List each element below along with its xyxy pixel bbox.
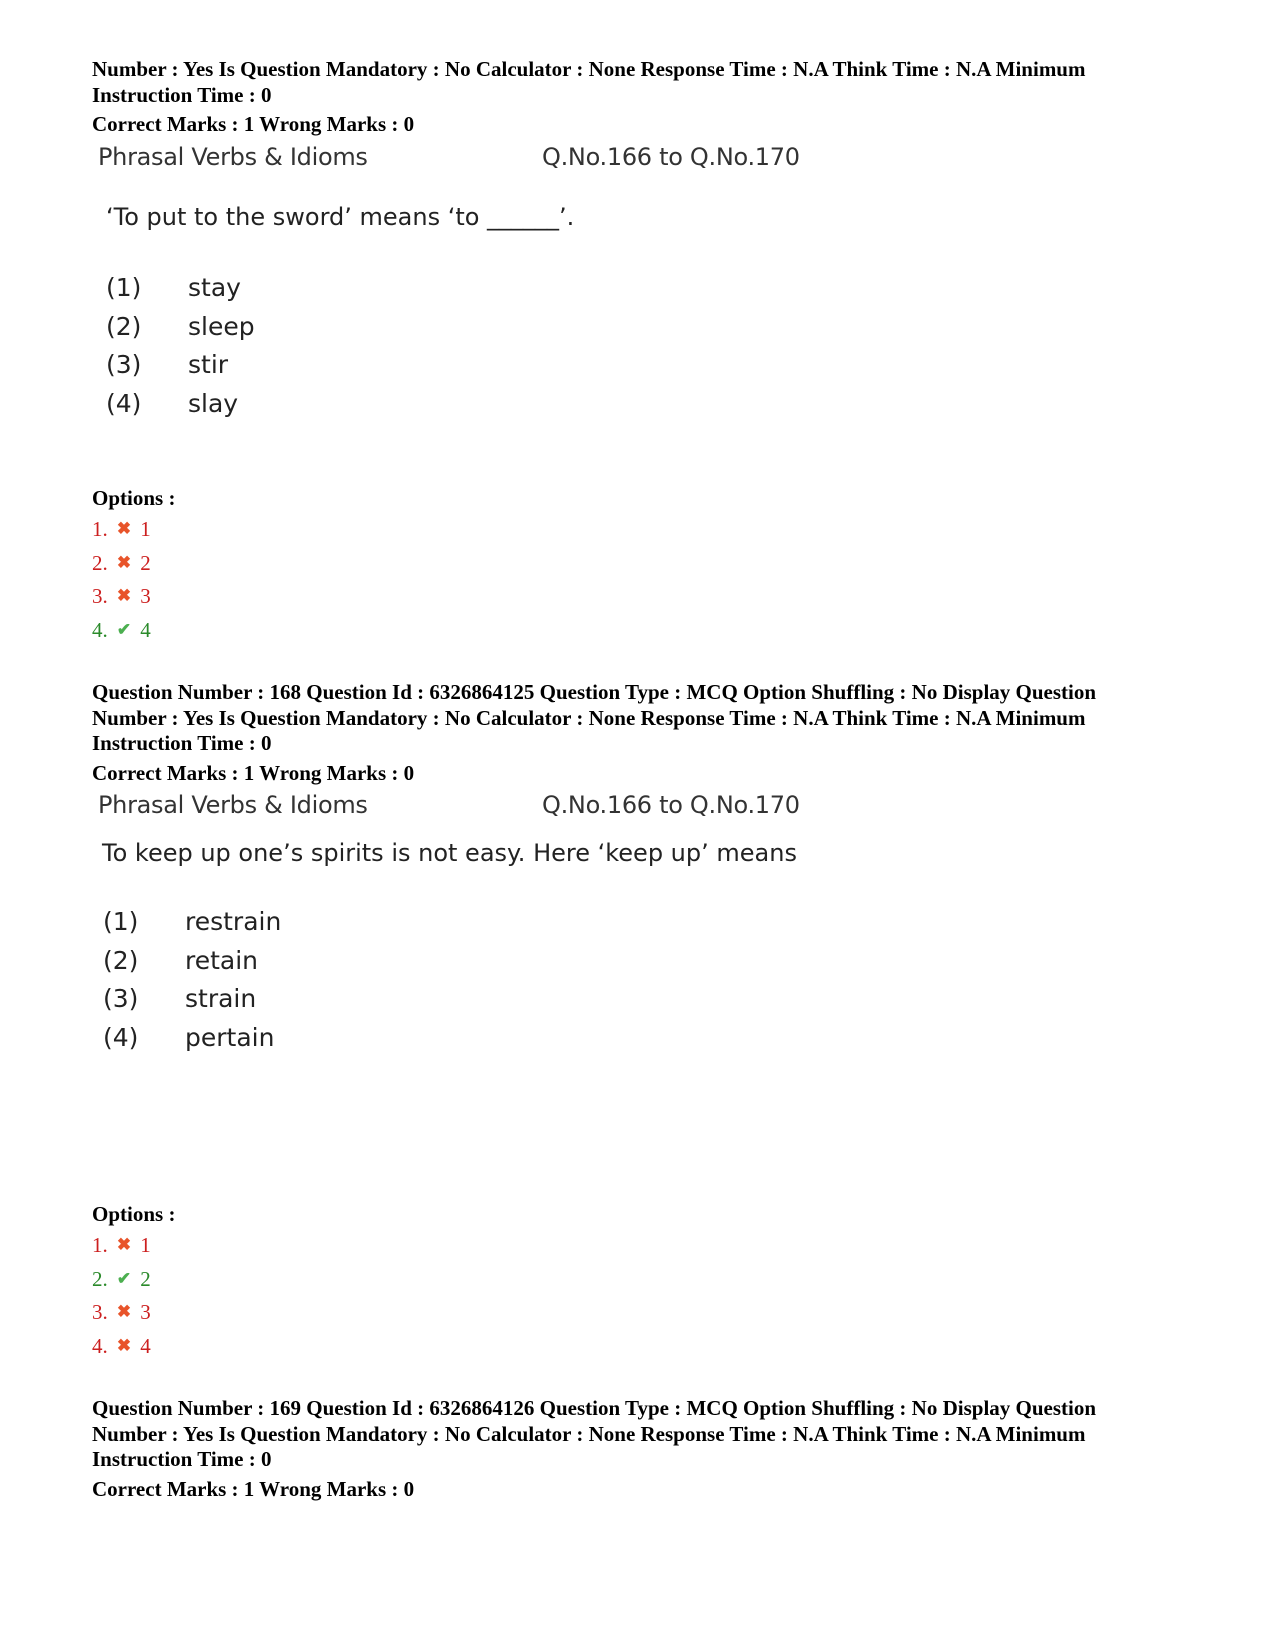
marks-line: Correct Marks : 1 Wrong Marks : 0 xyxy=(92,760,415,785)
cross-icon: ✖ xyxy=(116,1336,132,1356)
cross-icon: ✖ xyxy=(116,586,132,606)
check-icon: ✔ xyxy=(116,1268,132,1288)
options-list xyxy=(92,512,151,647)
options-label: Options : xyxy=(92,486,176,510)
meta-line: Number : Yes Is Question Mandatory : No Calculator : None Response Time : N.A Think Time : N.A Minimum xyxy=(92,705,1086,730)
options-label: Options : xyxy=(92,1202,176,1226)
question-stem: ‘To put to the sword’ means ‘to ______’. xyxy=(106,203,575,231)
question-stem: To keep up one’s spirits is not easy. Here ‘keep up’ means xyxy=(102,839,797,867)
cross-icon: ✖ xyxy=(116,552,132,572)
meta-line: Instruction Time : 0 xyxy=(92,731,272,755)
meta-line: Question Number : 169 Question Id : 6326864126 Question Type : MCQ Option Shuffling : No Display Question xyxy=(92,1396,1097,1420)
option-item: 4. ✔ 4 xyxy=(92,613,151,647)
marks-line: Correct Marks : 1 Wrong Marks : 0 xyxy=(92,1476,415,1501)
question-meta xyxy=(92,57,1212,138)
option-item: 2. ✖ 2 xyxy=(92,546,151,580)
meta-line: Number : Yes Is Question Mandatory : No Calculator : None Response Time : N.A Think Time : N.A Minimum xyxy=(92,1421,1086,1446)
option-item: 2. ✔ 2 xyxy=(92,1262,151,1296)
check-icon: ✔ xyxy=(116,620,132,640)
question-meta xyxy=(92,1396,1212,1502)
option-item: 4. ✖ 4 xyxy=(92,1329,151,1363)
meta-line: Instruction Time : 0 xyxy=(92,82,272,107)
section-title: Phrasal Verbs & Idioms xyxy=(98,143,368,171)
cross-icon: ✖ xyxy=(116,519,132,538)
option-item: 3. ✖ 3 xyxy=(92,579,151,613)
meta-line: Question Number : 168 Question Id : 6326864125 Question Type : MCQ Option Shuffling : No Display Question xyxy=(92,680,1097,704)
option-item: 1. ✖ 1 xyxy=(92,512,151,546)
meta-line: Instruction Time : 0 xyxy=(92,1447,272,1471)
question-image: Phrasal Verbs & Idioms Q.No.166 to Q.No.170 ‘To put to the sword’ means ‘to ______’. (1) stay (2) sleep (3) stir (4) slay xyxy=(98,143,800,418)
question-meta xyxy=(92,680,1212,786)
section-title: Phrasal Verbs & Idioms xyxy=(98,791,368,819)
marks-line: Correct Marks : 1 Wrong Marks : 0 xyxy=(92,112,415,136)
cross-icon: ✖ xyxy=(116,1302,132,1322)
options-list xyxy=(92,1228,151,1363)
question-image: Phrasal Verbs & Idioms Q.No.166 to Q.No.170 To keep up one’s spirits is not easy. Here ‘keep up’ means (1) restrain (2) retain (3) strain (4) pertain xyxy=(98,791,800,1052)
meta-line: Number : Yes Is Question Mandatory : No Calculator : None Response Time : N.A Think Time : N.A Minimum xyxy=(92,57,1086,81)
option-item: 3. ✖ 3 xyxy=(92,1295,151,1329)
question-range: Q.No.166 to Q.No.170 xyxy=(542,791,800,819)
cross-icon: ✖ xyxy=(116,1235,132,1254)
question-range: Q.No.166 to Q.No.170 xyxy=(542,143,800,171)
option-item: 1. ✖ 1 xyxy=(92,1228,151,1262)
